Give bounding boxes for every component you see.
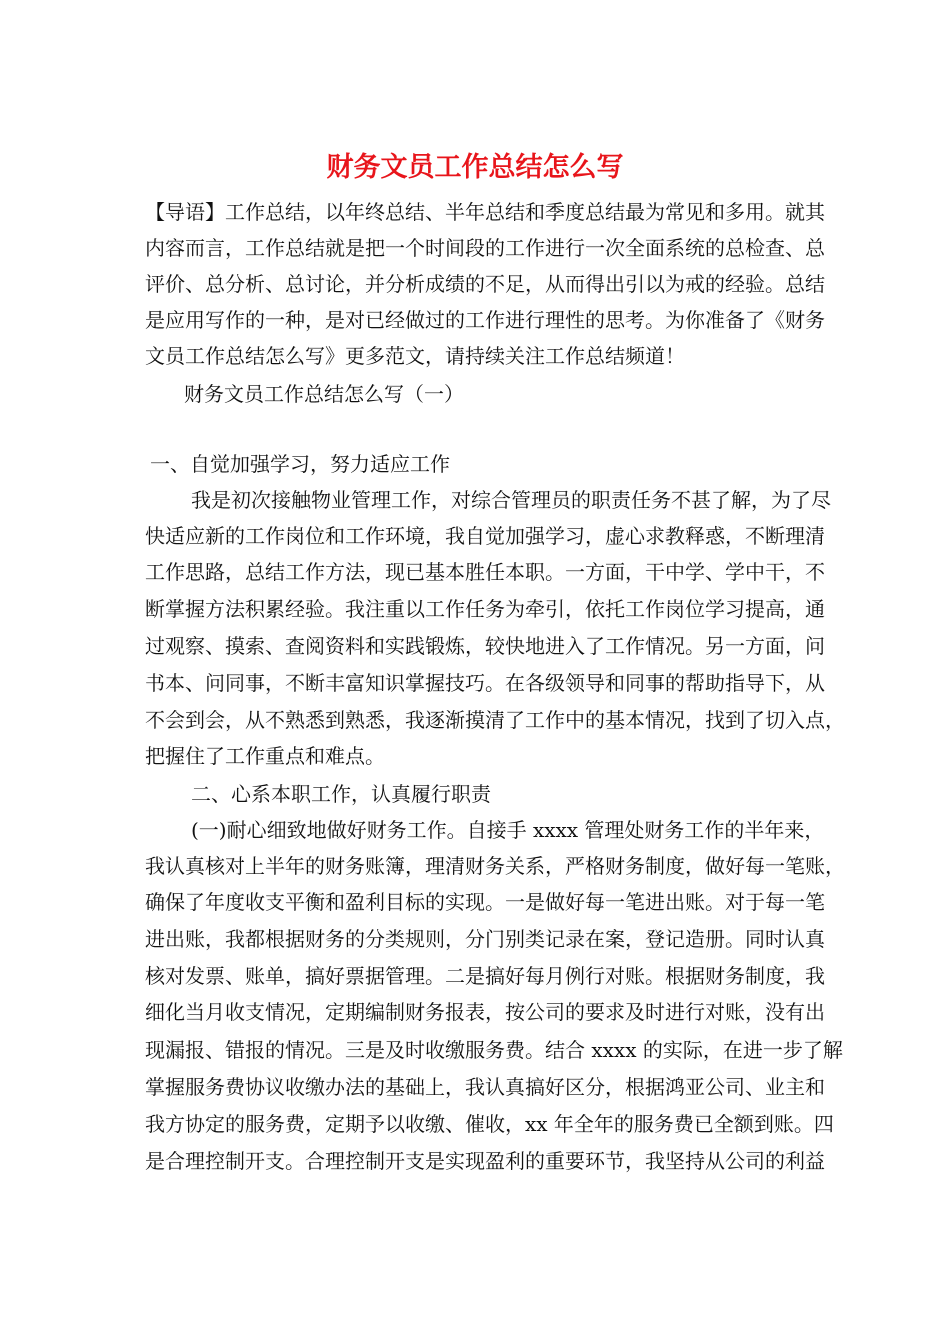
paragraph-line: 过观察、摸索、查阅资料和实践锻炼，较快地进入了工作情况。另一方面，问 [145, 634, 825, 658]
paragraph-line: 现漏报、错报的情况。三是及时收缴服务费。结合 xxxx 的实际，在进一步了解 [145, 1038, 843, 1062]
paragraph-line: 快适应新的工作岗位和工作环境，我自觉加强学习，虚心求教释惑，不断理清 [145, 524, 825, 548]
intro-line: 内容而言，工作总结就是把一个时间段的工作进行一次全面系统的总检查、总 [145, 236, 825, 260]
paragraph-line: (一)耐心细致地做好财务工作。自接手 xxxx 管理处财务工作的半年来， [191, 818, 825, 842]
paragraph-line: 不会到会，从不熟悉到熟悉，我逐渐摸清了工作中的基本情况，找到了切入点， [145, 708, 845, 732]
paragraph-line: 断掌握方法积累经验。我注重以工作任务为牵引，依托工作岗位学习提高，通 [145, 597, 825, 621]
paragraph-line: 我方协定的服务费，定期予以收缴、催收，xx 年全年的服务费已全额到账。四 [145, 1112, 834, 1136]
paragraph-line: 是合理控制开支。合理控制开支是实现盈利的重要环节，我坚持从公司的利益 [145, 1149, 825, 1173]
paragraph-line: 工作思路，总结工作方法，现已基本胜任本职。一方面，干中学、学中干，不 [145, 560, 825, 584]
paragraph-line: 书本、问同事，不断丰富知识掌握技巧。在各级领导和同事的帮助指导下，从 [145, 671, 825, 695]
intro-line: 评价、总分析、总讨论，并分析成绩的不足，从而得出引以为戒的经验。总结 [145, 272, 825, 296]
section-heading: 二、心系本职工作，认真履行职责 [191, 782, 491, 806]
paragraph-line: 核对发票、账单，搞好票据管理。二是搞好每月例行对账。根据财务制度，我 [145, 964, 825, 988]
intro-line: 文员工作总结怎么写》更多范文，请持续关注工作总结频道！ [145, 344, 685, 368]
article-subtitle: 财务文员工作总结怎么写（一） [184, 382, 464, 406]
paragraph-line: 确保了年度收支平衡和盈利目标的实现。一是做好每一笔进出账。对于每一笔 [145, 890, 825, 914]
intro-line: 【导语】工作总结，以年终总结、半年总结和季度总结最为常见和多用。就其 [145, 200, 825, 224]
intro-line: 是应用写作的一种，是对已经做过的工作进行理性的思考。为你准备了《财务 [145, 308, 825, 332]
paragraph-line: 掌握服务费协议收缴办法的基础上，我认真搞好区分，根据鸿亚公司、业主和 [145, 1075, 825, 1099]
paragraph-line: 我是初次接触物业管理工作，对综合管理员的职责任务不甚了解，为了尽 [191, 488, 831, 512]
paragraph-line: 进出账，我都根据财务的分类规则，分门别类记录在案，登记造册。同时认真 [145, 927, 825, 951]
paragraph-line: 把握住了工作重点和难点。 [145, 744, 385, 768]
section-heading: 一、自觉加强学习，努力适应工作 [150, 452, 450, 476]
paragraph-line: 我认真核对上半年的财务账簿，理清财务关系，严格财务制度，做好每一笔账， [145, 854, 845, 878]
paragraph-line: 细化当月收支情况，定期编制财务报表，按公司的要求及时进行对账，没有出 [145, 1000, 825, 1024]
page-title: 财务文员工作总结怎么写 [326, 152, 624, 183]
